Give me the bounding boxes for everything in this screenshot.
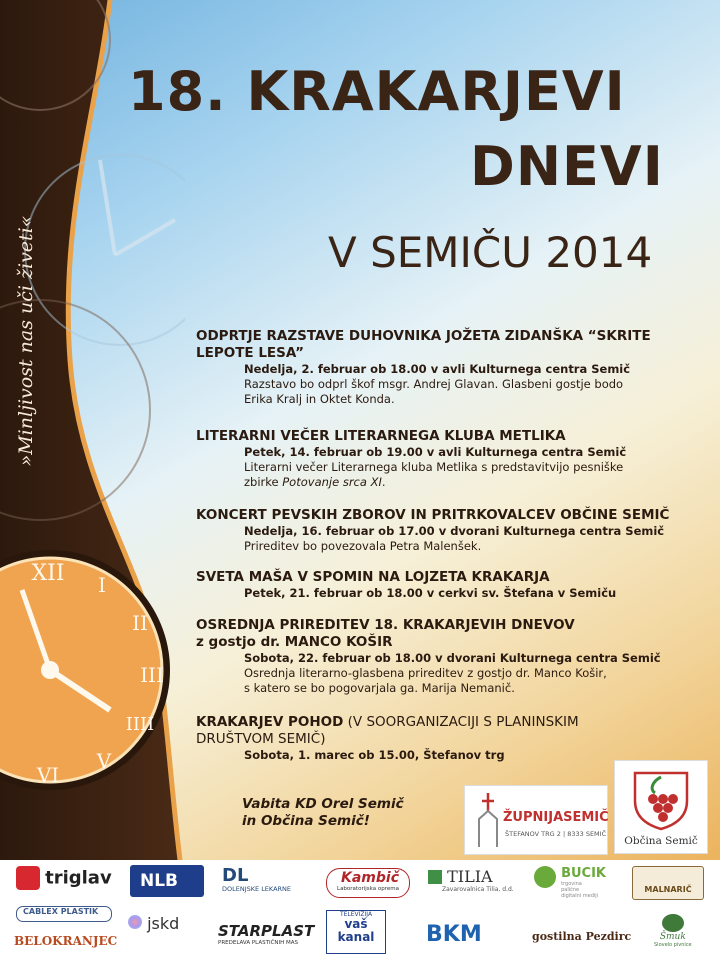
- event-subtitle: z gostjo dr. MANCO KOŠIR: [196, 634, 393, 650]
- event-desc: zbirke Potovanje srca XI.: [244, 475, 386, 489]
- event-title: LEPOTE LESA”: [196, 345, 304, 361]
- motto-vertical: [6, 0, 46, 860]
- event-date: Petek, 21. februar ob 18.00 v cerkvi sv. Štefana v Semiču: [244, 586, 617, 600]
- event-date: Nedelja, 2. februar ob 18.00 v avli Kulturnega centra Semič: [244, 362, 631, 376]
- sponsor-strip: [0, 860, 720, 960]
- zupnija-name: ŽUPNIJASEMIČ: [503, 810, 609, 825]
- event-title: ODPRTJE RAZSTAVE DUHOVNIKA JOŽETA ZIDANŠKA “SKRITE: [196, 328, 651, 344]
- sponsor-gostilna-pezdirc: gostilna Pezdirc: [532, 930, 632, 943]
- event-desc: Erika Kralj in Oktet Konda.: [244, 392, 395, 406]
- sponsor-starplast: STARPLAST PREDELAVA PLASTIČNIH MAS: [218, 922, 315, 946]
- svg-text:XII: XII: [31, 561, 65, 586]
- sponsor-triglav: triglav: [16, 866, 112, 892]
- sponsor-malnaric: MALNARIČ: [632, 866, 704, 900]
- event-3: [196, 507, 696, 554]
- sponsor-dolenjske-lekarne: DL DOLENJSKE LEKARNE: [222, 865, 291, 893]
- zupnija-address: ŠTEFANOV TRG 2 | 8333 SEMIČ: [505, 830, 607, 838]
- event-title: KONCERT PEVSKIH ZBOROV IN PRITRKOVALCEV OBČINE SEMIČ: [196, 507, 670, 523]
- event-title: LITERARNI VEČER LITERARNEGA KLUBA METLIKA: [196, 428, 566, 444]
- sponsor-smuk: Šmuk Slovelo pivnice: [654, 914, 692, 948]
- zupnija-logo: [464, 785, 608, 855]
- smuk-icon: [662, 914, 684, 932]
- svg-text:IIII: IIII: [125, 714, 155, 735]
- event-date: Sobota, 22. februar ob 18.00 v dvorani Kulturnega centra Semič: [244, 651, 661, 665]
- event-date: Nedelja, 16. februar ob 17.00 v dvorani Kulturnega centra Semič: [244, 524, 665, 538]
- jskd-icon: [128, 915, 142, 929]
- title-line-2: DNEVI: [470, 135, 664, 198]
- svg-text:V: V: [96, 749, 112, 773]
- tilia-icon: [428, 870, 442, 884]
- svg-text:III: III: [140, 663, 164, 687]
- event-1: [196, 328, 696, 407]
- invitation: [242, 796, 404, 830]
- event-title: SVETA MAŠA V SPOMIN NA LOJZETA KRAKARJA: [196, 569, 550, 585]
- sponsor-cablex: CABLEX PLASTIK: [16, 906, 112, 922]
- sponsor-nlb: NLB: [130, 865, 204, 897]
- sponsor-vas-kanal: TELEVIZIJA vaš kanal: [326, 910, 386, 954]
- event-title: OSREDNJA PRIREDITEV 18. KRAKARJEVIH DNEVOV: [196, 617, 575, 633]
- title-subtitle: V SEMIČU 2014: [328, 228, 653, 277]
- event-title: DRUŠTVOM SEMIČ): [196, 731, 326, 747]
- bucik-icon: [534, 866, 556, 888]
- event-desc: Prireditev bo povezovala Petra Malenšek.: [244, 539, 482, 553]
- triglav-icon: [16, 866, 40, 890]
- grape-coat-of-arms-icon: [629, 767, 693, 831]
- title-line-1: 18. KRAKARJEVI: [128, 60, 626, 123]
- event-6: [196, 714, 696, 763]
- svg-text:II: II: [132, 611, 148, 635]
- event-date: Petek, 14. februar ob 19.00 v avli Kulturnega centra Semič: [244, 445, 627, 459]
- event-desc: Osrednja literarno-glasbena prireditev z gostjo dr. Manco Košir,: [244, 666, 607, 680]
- event-date: Sobota, 1. marec ob 15.00, Štefanov trg: [244, 748, 505, 762]
- event-4: [196, 569, 696, 601]
- invite-line: Vabita KD Orel Semič: [242, 796, 404, 812]
- svg-text:I: I: [98, 573, 106, 597]
- invite-line: in Občina Semič!: [242, 813, 370, 829]
- event-2: [196, 428, 696, 490]
- obcina-semic-logo: [614, 760, 708, 854]
- sponsor-tilia: TILIA Zavarovalnica Tilia, d.d.: [428, 866, 514, 893]
- sponsor-bkm: BKM: [426, 922, 482, 947]
- motto-text: »Minljivost nas uči živeti«: [15, 215, 37, 467]
- sponsor-bucik: BUCIK trgovina palične digitalni mediji: [534, 866, 606, 899]
- church-icon: [473, 791, 503, 849]
- event-desc: s katero se bo pogovarjala ga. Marija Nemanič.: [244, 681, 515, 695]
- svg-text:VI: VI: [36, 763, 60, 787]
- obcina-name: Občina Semič: [624, 835, 698, 847]
- event-5: [196, 617, 696, 696]
- event-desc: Razstavo bo odprl škof msgr. Andrej Glavan. Glasbeni gostje bodo: [244, 377, 624, 391]
- event-desc: Literarni večer Literarnega kluba Metlika s predstavitvijo pesniške: [244, 460, 624, 474]
- event-title: KRAKARJEV POHOD (V SOORGANIZACIJI S PLANINSKIM: [196, 714, 579, 730]
- sponsor-kambic: Kambič Laboratorijska oprema: [326, 868, 410, 898]
- sponsor-belokranjec: BELOKRANJEC: [14, 934, 118, 948]
- sponsor-jskd: jskd: [128, 914, 179, 933]
